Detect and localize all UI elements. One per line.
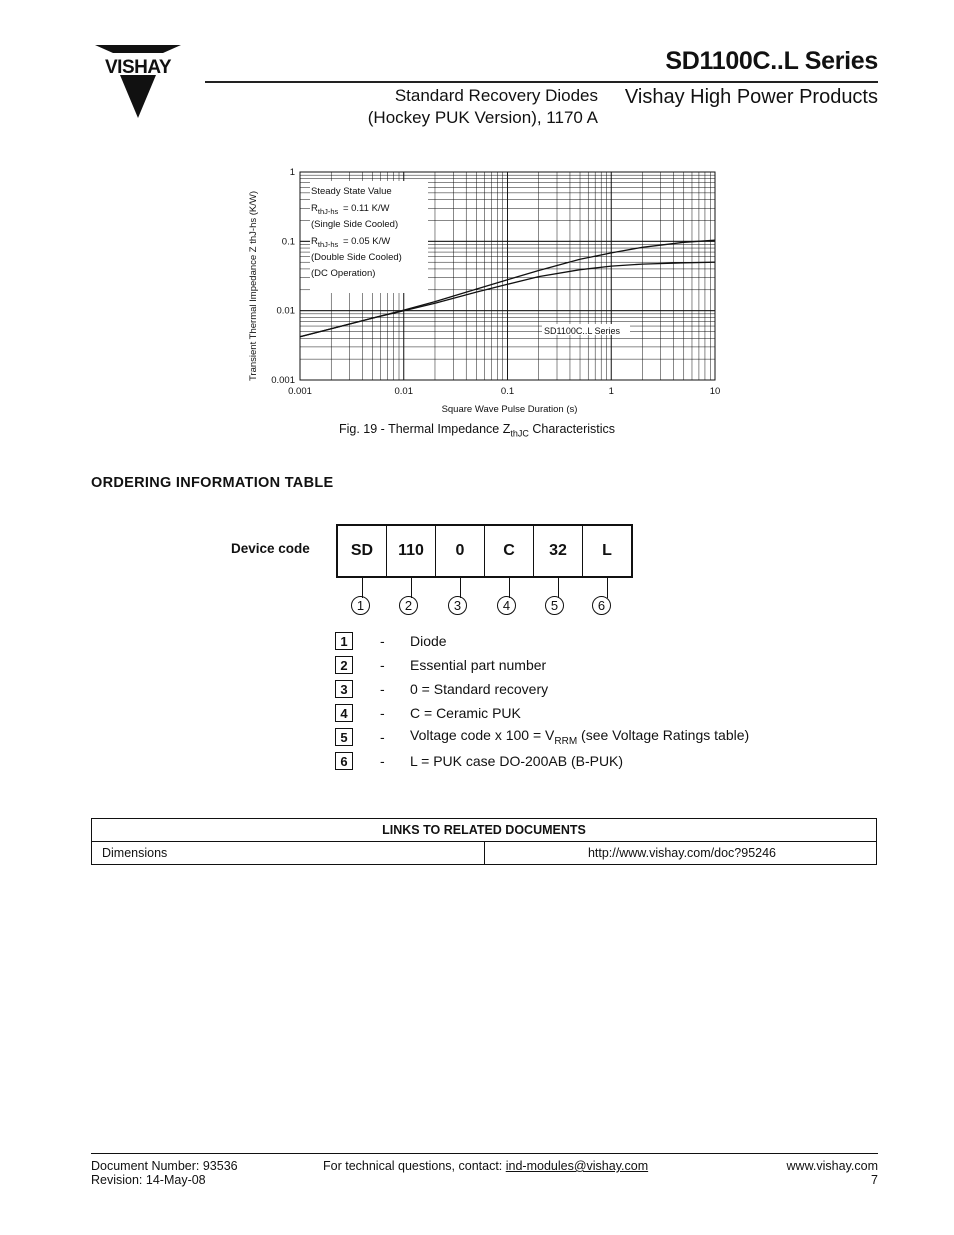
caption-subscript: thJC [510, 428, 529, 439]
ordering-title: ORDERING INFORMATION TABLE [91, 475, 334, 491]
legend-dash: - [380, 729, 385, 745]
legend-text-sub: RRM [554, 735, 578, 747]
annotation-steady-state: Steady State Value [311, 186, 392, 197]
legend-dash: - [380, 705, 385, 721]
link-label: Dimensions [92, 842, 485, 865]
annotation-rth-double: $R_{thJ-hs} = 0.05$ K/W [311, 236, 391, 249]
page-number: 7 [871, 1173, 878, 1187]
annotation-dc-operation: (DC Operation) [311, 268, 376, 279]
x-tick-label: 1 [608, 386, 614, 397]
legend-dash: - [380, 633, 385, 649]
legend-item [335, 679, 548, 699]
code-part-3: 0 [436, 526, 485, 576]
footer-doc-info [91, 1159, 238, 1187]
footer-site-info [787, 1159, 878, 1187]
brand-wordmark: VISHAY [105, 57, 171, 78]
code-part-2: 110 [387, 526, 436, 576]
annotation-rth-single: $R_{thJ-hs} = 0.11$ K/W [311, 203, 390, 216]
circle-number-1: 1 [351, 596, 370, 615]
legend-number: 3 [335, 680, 353, 698]
circle-number-6: 6 [592, 596, 611, 615]
legend-item [335, 727, 749, 747]
code-part-6: L [583, 526, 631, 576]
y-axis-label: Transient Thermal Impedance Z thJ-hs (K/W) [248, 190, 259, 382]
series-name-label: SD1100C..L Series [544, 326, 621, 336]
contact-label: For technical questions, contact: [323, 1159, 506, 1173]
legend-text: 0 = Standard recovery [410, 681, 549, 697]
product-subtitle [340, 85, 598, 129]
x-axis-label: Square Wave Pulse Duration (s) [441, 404, 578, 415]
link-url[interactable]: http://www.vishay.com/doc?95246 [485, 842, 877, 865]
circle-number-3: 3 [448, 596, 467, 615]
x-tick-label: 0.01 [394, 386, 413, 397]
legend-text [410, 727, 749, 747]
legend-number: 6 [335, 752, 353, 770]
device-code-box [336, 524, 633, 578]
links-table-header-row [92, 819, 877, 842]
revision: Revision: 14-May-08 [91, 1173, 206, 1187]
legend-number: 1 [335, 632, 353, 650]
website-link[interactable]: www.vishay.com [786, 1159, 878, 1173]
annotation-single-side: (Single Side Cooled) [311, 219, 399, 230]
document-number: Document Number: 93536 [91, 1159, 238, 1173]
legend-dash: - [380, 681, 385, 697]
division-name: Vishay High Power Products [624, 86, 878, 108]
legend-dash: - [380, 753, 385, 769]
legend-text-pre: Voltage code x 100 = V [410, 727, 555, 744]
legend-item [335, 655, 546, 675]
vishay-logo [90, 45, 185, 120]
y-tick-label: 0.01 [276, 305, 295, 317]
circle-number-4: 4 [497, 596, 516, 615]
caption-text-end: Characteristics [528, 422, 616, 436]
footer-contact [323, 1159, 648, 1173]
legend-text: C = Ceramic PUK [410, 705, 521, 721]
header-rule [205, 81, 878, 83]
y-tick-label: 0.1 [281, 236, 295, 248]
y-tick-label: 1 [289, 167, 295, 178]
legend-number: 2 [335, 656, 353, 674]
legend-text: Essential part number [410, 657, 547, 673]
circle-number-2: 2 [399, 596, 418, 615]
legend-item [335, 631, 447, 651]
thermal-impedance-chart [240, 160, 740, 420]
links-table [91, 818, 877, 865]
footer-rule [91, 1153, 878, 1154]
annotation-double-side: (Double Side Cooled) [311, 252, 402, 263]
caption-text: Fig. 19 - Thermal Impedance Z [338, 422, 511, 436]
contact-email-link[interactable]: ind-modules@vishay.com [505, 1159, 649, 1173]
legend-item [335, 751, 623, 771]
code-part-5: 32 [534, 526, 583, 576]
x-tick-label: 0.001 [288, 386, 312, 397]
x-tick-label: 10 [709, 386, 721, 397]
y-tick-label: 0.001 [271, 375, 295, 386]
device-code-label: Device code [231, 541, 310, 556]
code-part-4: C [485, 526, 534, 576]
legend-item [335, 703, 521, 723]
figure-caption [0, 422, 954, 439]
subtitle-line2: (Hockey PUK Version), 1170 A [367, 108, 598, 127]
table-row [92, 842, 877, 865]
circle-number-5: 5 [545, 596, 564, 615]
series-title: SD1100C..L Series [665, 47, 878, 75]
legend-text: Diode [410, 633, 447, 649]
subtitle-line1: Standard Recovery Diodes [394, 86, 598, 105]
legend-number: 5 [335, 728, 353, 746]
legend-dash: - [380, 657, 385, 673]
links-table-header: LINKS TO RELATED DOCUMENTS [92, 819, 877, 842]
legend-text: L = PUK case DO-200AB (B-PUK) [410, 753, 624, 769]
legend-text-post: (see Voltage Ratings table) [577, 727, 750, 744]
legend-number: 4 [335, 704, 353, 722]
x-tick-label: 0.1 [500, 386, 515, 397]
code-part-1: SD [338, 526, 387, 576]
